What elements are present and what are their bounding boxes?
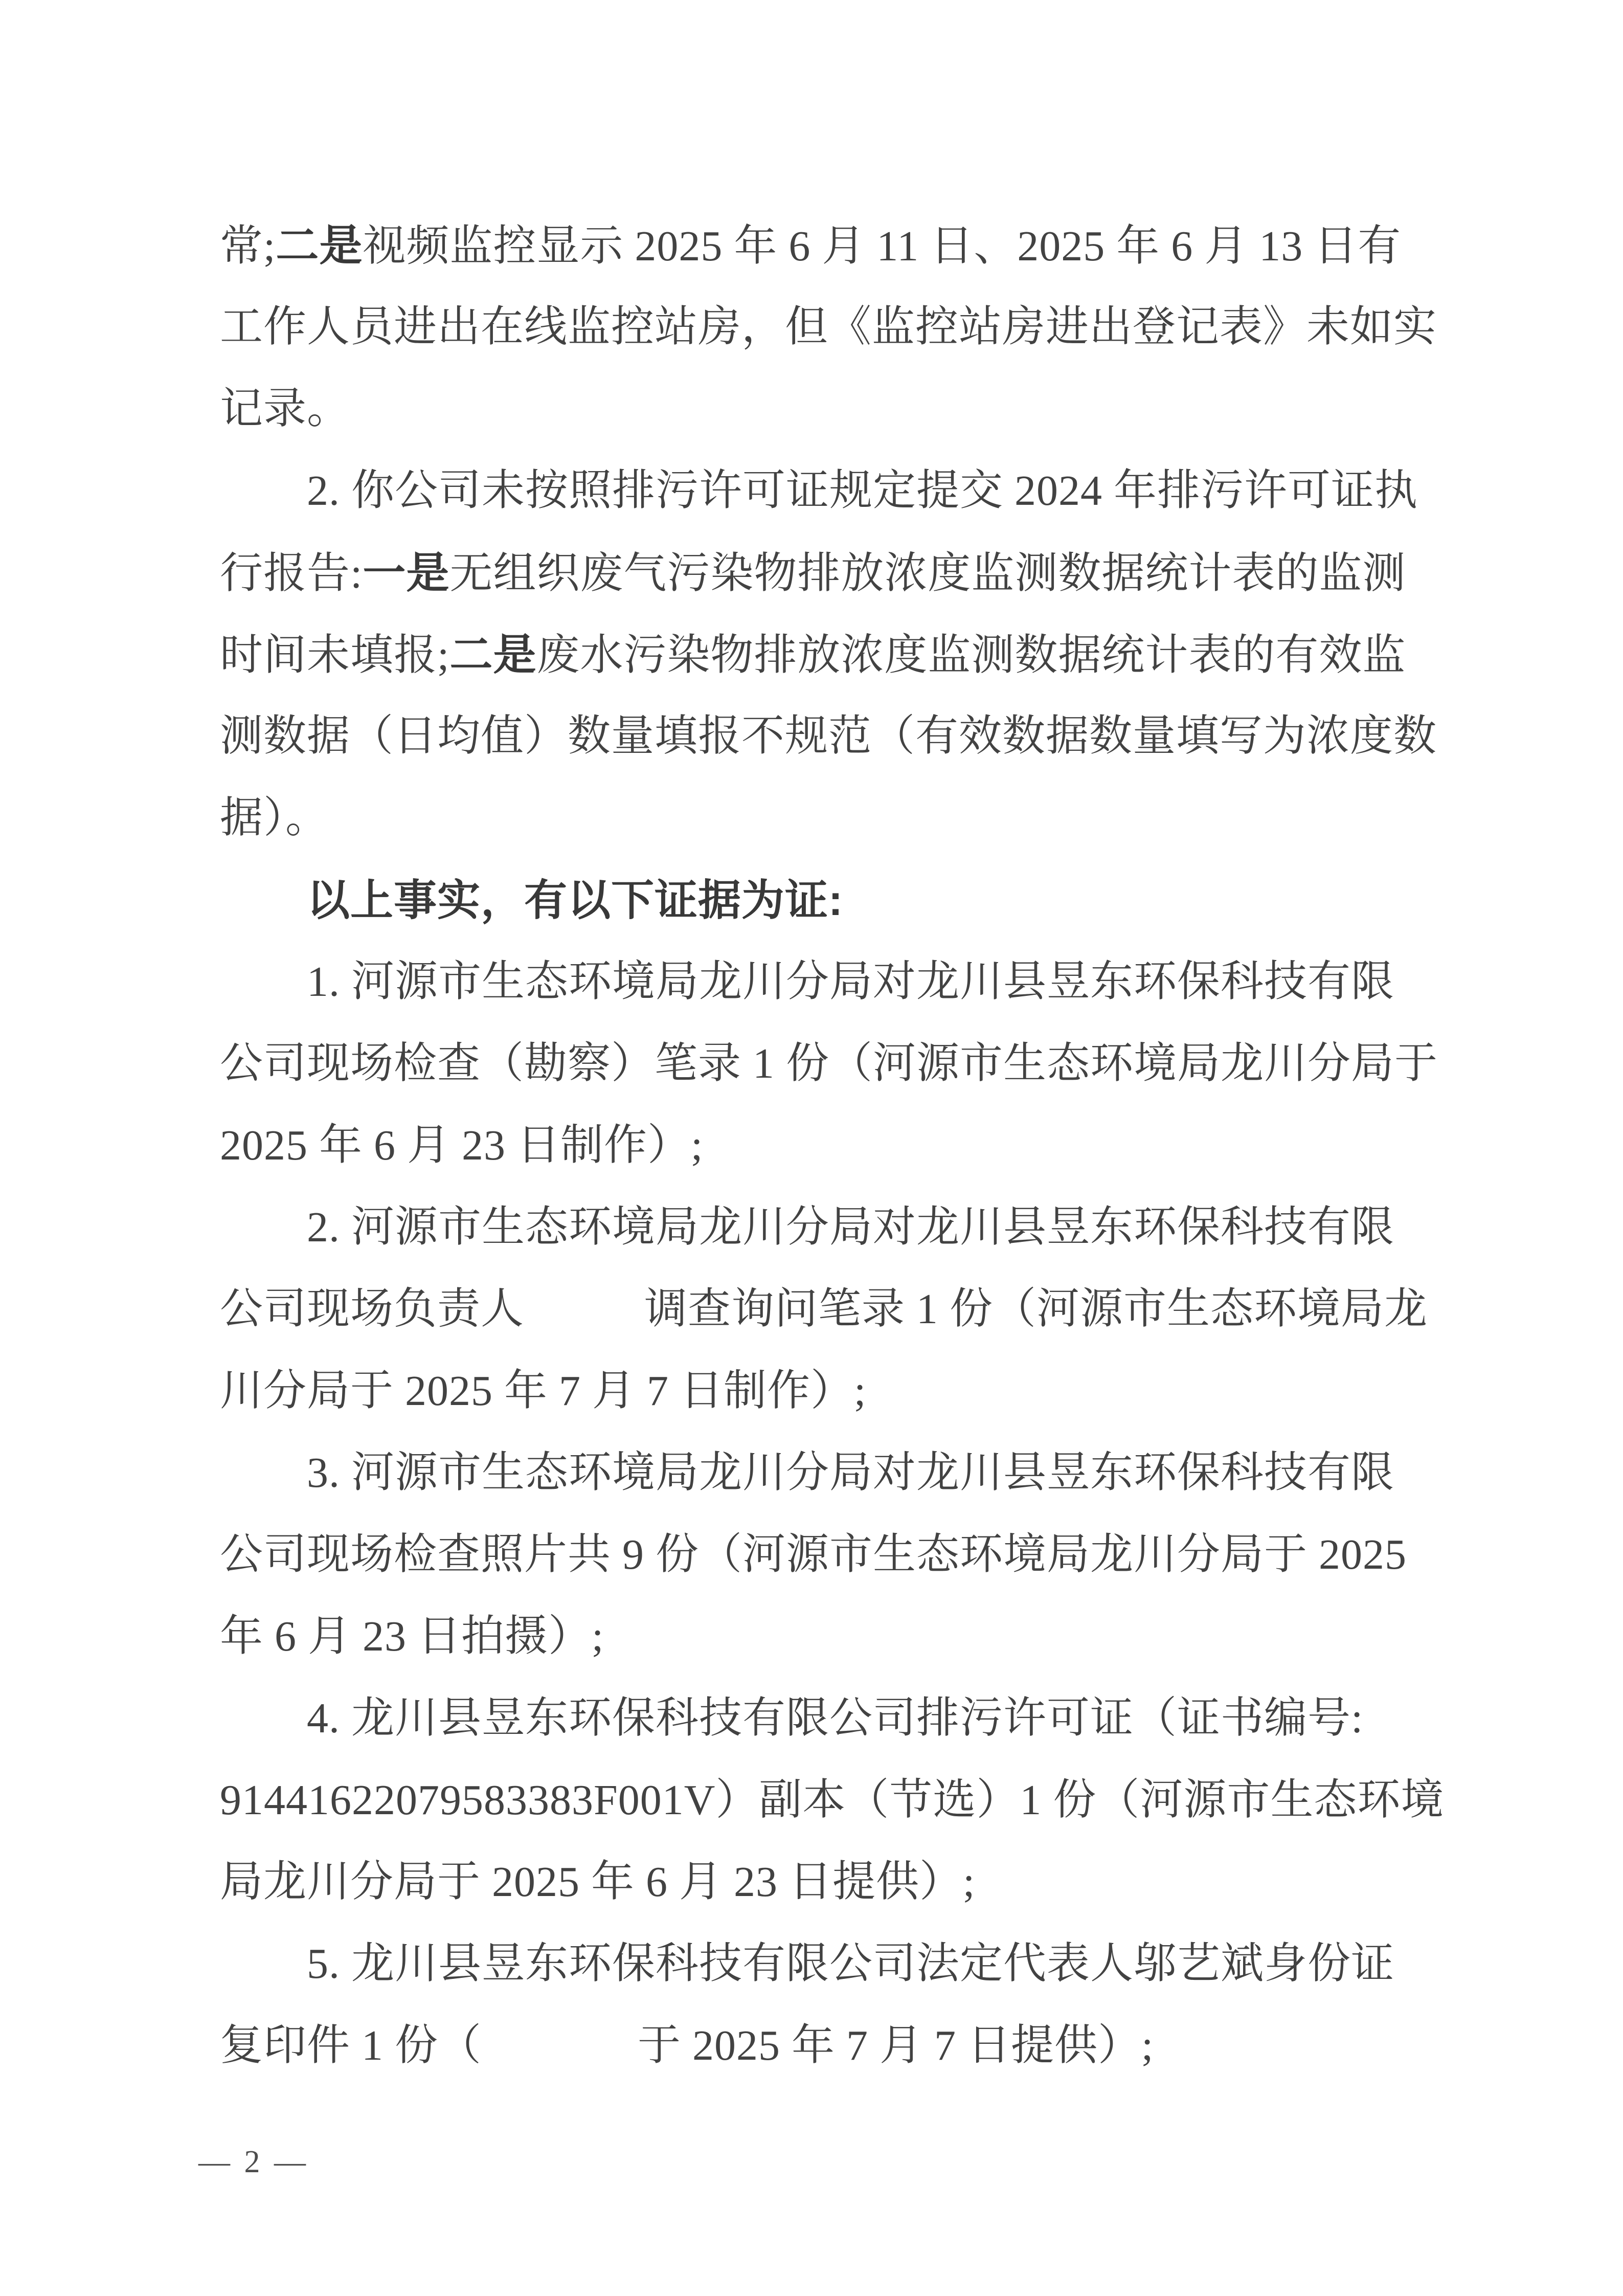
emphasis-text: 以上事实，有以下证据为证: bbox=[307, 876, 843, 924]
text-segment: 公司现场检查照片共 9 份（河源市生态环境局龙川分局于 2025 bbox=[220, 1531, 1407, 1578]
text-line bbox=[220, 1841, 1441, 1923]
text-line bbox=[220, 614, 1441, 696]
text-segment: 年 6 月 23 日拍摄）; bbox=[220, 1613, 604, 1660]
text-segment: 视频监控显示 2025 年 6 月 11 日、2025 年 6 月 13 日有 bbox=[363, 222, 1402, 270]
text-line bbox=[220, 368, 1441, 450]
text-line bbox=[220, 2005, 1441, 2087]
text-segment: 公司现场负责人 bbox=[220, 1285, 525, 1333]
text-segment: 废水污染物排放浓度监测数据统计表的有效监 bbox=[536, 632, 1406, 679]
text-line bbox=[220, 1678, 1441, 1759]
document-body bbox=[220, 205, 1445, 2087]
text-line bbox=[220, 941, 1441, 1023]
page-number: — 2 — bbox=[198, 2145, 309, 2179]
emphasis-text: 二是 bbox=[449, 631, 537, 679]
text-line bbox=[220, 205, 1441, 286]
emphasis-text: 二是 bbox=[276, 221, 363, 270]
text-line bbox=[220, 1350, 1441, 1432]
text-segment: 5. 龙川县昱东环保科技有限公司法定代表人邬艺斌身份证 bbox=[307, 1940, 1395, 1988]
text-segment: 调查询问笔录 1 份（河源市生态环境局龙 bbox=[644, 1285, 1428, 1333]
text-segment: 据）。 bbox=[220, 794, 329, 842]
text-segment: 公司现场检查（勘察）笔录 1 份（河源市生态环境局龙川分局于 bbox=[220, 1040, 1438, 1087]
text-segment: 常; bbox=[220, 222, 276, 270]
text-line bbox=[220, 1023, 1441, 1105]
text-segment: 局龙川分局于 2025 年 6 月 23 日提供）; bbox=[220, 1858, 976, 1906]
text-line bbox=[220, 1187, 1441, 1268]
text-line bbox=[220, 859, 1441, 941]
text-line bbox=[220, 1514, 1441, 1596]
text-segment: 2025 年 6 月 23 日制作）; bbox=[220, 1122, 704, 1169]
text-line bbox=[220, 286, 1441, 368]
text-segment: 行报告: bbox=[220, 550, 363, 597]
text-segment: 川分局于 2025 年 7 月 7 日制作）; bbox=[220, 1367, 867, 1415]
text-line bbox=[220, 696, 1441, 777]
text-segment: 工作人员进出在线监控站房，但《监控站房进出登记表》未如实 bbox=[220, 303, 1437, 351]
text-line bbox=[220, 450, 1441, 532]
text-segment: 2. 河源市生态环境局龙川分局对龙川县昱东环保科技有限 bbox=[307, 1203, 1395, 1251]
text-line bbox=[220, 1759, 1445, 1841]
text-line bbox=[220, 1596, 1441, 1678]
text-line bbox=[220, 1432, 1441, 1514]
text-segment: 2. 你公司未按照排污许可证规定提交 2024 年排污许可证执 bbox=[307, 467, 1418, 515]
redacted-blank-space bbox=[482, 2059, 638, 2060]
text-segment: 91441622079583383F001V）副本（节选）1 份（河源市生态环境 bbox=[220, 1776, 1445, 1824]
text-segment: 于 2025 年 7 月 7 日提供）; bbox=[638, 2022, 1154, 2069]
text-segment: 4. 龙川县昱东环保科技有限公司排污许可证（证书编号: bbox=[307, 1695, 1364, 1742]
text-segment: 记录。 bbox=[220, 385, 351, 433]
text-line bbox=[220, 777, 1441, 859]
text-segment: 测数据（日均值）数量填报不规范（有效数据数量填写为浓度数 bbox=[220, 712, 1437, 760]
text-segment: 3. 河源市生态环境局龙川分局对龙川县昱东环保科技有限 bbox=[307, 1449, 1395, 1497]
emphasis-text: 一是 bbox=[363, 549, 450, 597]
text-line bbox=[220, 1105, 1441, 1187]
text-segment: 时间未填报; bbox=[220, 632, 450, 679]
text-line bbox=[220, 532, 1441, 614]
text-line bbox=[220, 1268, 1441, 1350]
text-segment: 无组织废气污染物排放浓度监测数据统计表的监测 bbox=[449, 550, 1406, 597]
text-segment: 1. 河源市生态环境局龙川分局对龙川县昱东环保科技有限 bbox=[307, 958, 1395, 1006]
text-line bbox=[220, 1923, 1441, 2005]
text-segment: 复印件 1 份（ bbox=[220, 2022, 482, 2069]
